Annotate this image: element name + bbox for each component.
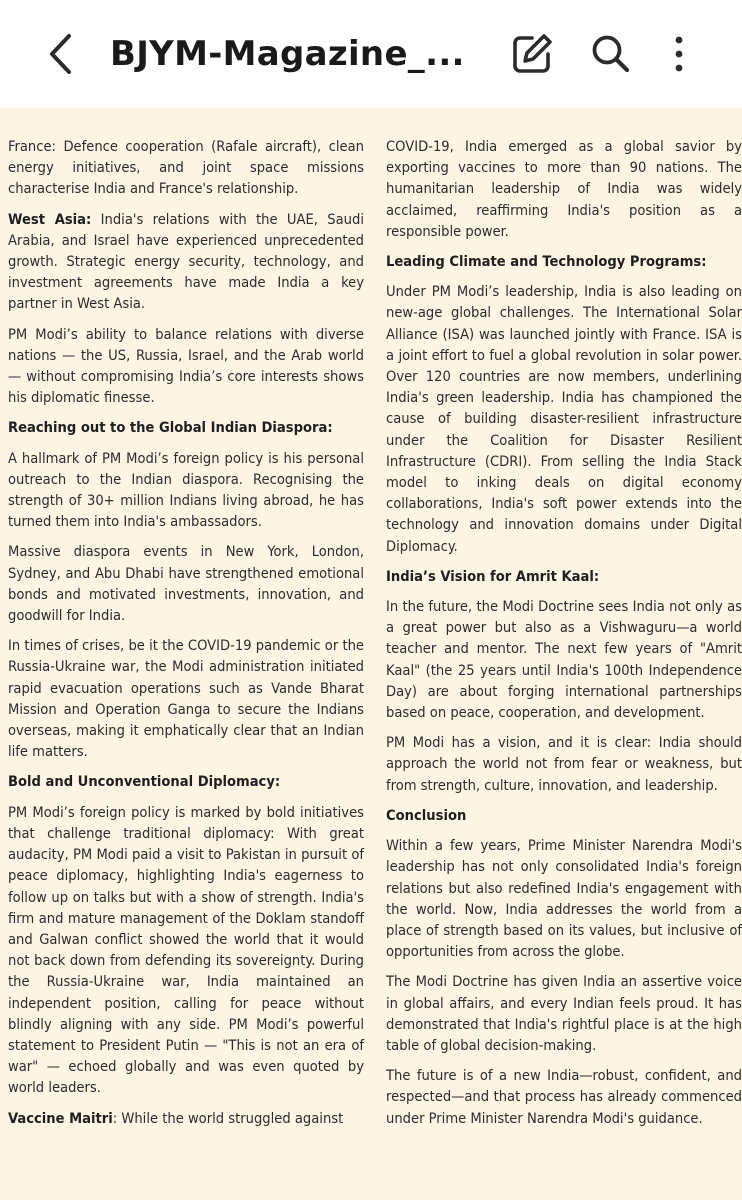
heading-climate-technology: Leading Climate and Technology Programs: <box>386 253 707 271</box>
text-west-asia: India's relations with the UAE, Saudi Arabia, and Israel have experienced unprecedented growth. Strategic energy security, technology, and investment agreements have made India a key partner in West Asia. <box>8 210 364 313</box>
edit-icon <box>506 28 558 80</box>
lead-vaccine-maitri: Vaccine Maitri <box>8 1109 113 1127</box>
more-vertical-icon <box>656 28 708 80</box>
paragraph-amrit-kaal: In the future, the Modi Doctrine sees India not only as a great power but also as a Vishwaguru—a world teacher and mentor. The next few years of "Amrit Kaal" (the 25 years until India's 100th Independence Day) are about forging international partnerships based on peace, cooperation, and development. <box>386 598 742 722</box>
paragraph-climate-technology: Under PM Modi’s leadership, India is also leading on new-age global challenges. The International Solar Alliance (ISA) was launched jointly with France. ISA is a joint effort to fuel a global revolution in solar power. Over 120 countries are now members, underlining India's green leadership. India has championed the cause of building disaster-resilient infrastructure under the Coalition for Disaster Resilient Infrastructure (CDRI). From selling the India Stack model to inking deals on digital economy collaborations, India's soft power extends into the technology and innovation domains under Digital Diplomacy. <box>386 283 742 555</box>
paragraph-west-asia <box>8 209 364 315</box>
left-column <box>8 136 364 1129</box>
right-column <box>386 136 742 1129</box>
document-title: BJYM-Magazine_... <box>110 34 465 74</box>
edit-button[interactable] <box>506 28 558 80</box>
app-toolbar <box>0 0 742 108</box>
text-vaccine-maitri: : While the world struggled against <box>112 1109 344 1127</box>
paragraph-diaspora-hallmark: A hallmark of PM Modi’s foreign policy is his personal outreach to the Indian diaspora. Recognising the strength of 30+ million Indians living abroad, he has turned them into India's ambassadors. <box>8 449 364 531</box>
paragraph-vaccine-maitri <box>8 1108 364 1129</box>
heading-bold-diplomacy: Bold and Unconventional Diplomacy: <box>8 773 281 791</box>
paragraph-vision: PM Modi has a vision, and it is clear: India should approach the world not from fear or weakness, but from strength, culture, innovation, and leadership. <box>386 734 742 794</box>
paragraph-conclusion-leadership: Within a few years, Prime Minister Narendra Modi's leadership has not only consolidated India's foreign relations but also redefined India's engagement with the world. Now, India addresses the world from a place of strength based on its values, but inclusive of opportunities from across the globe. <box>386 837 742 961</box>
heading-diaspora: Reaching out to the Global Indian Diaspora: <box>8 419 333 437</box>
paragraph-conclusion-future: The future is of a new India—robust, confident, and respected—and that process has already commenced under Prime Minister Narendra Modi's guidance. <box>386 1067 742 1127</box>
lead-west-asia: West Asia: <box>8 210 92 228</box>
back-arrow-icon <box>38 28 86 80</box>
paragraph-crises: In times of crises, be it the COVID-19 pandemic or the Russia-Ukraine war, the Modi administration initiated rapid evacuation operations such as Vande Bharat Mission and Operation Ganga to secure the Indians overseas, making it emphatically clear that an Indian life matters. <box>8 637 364 761</box>
paragraph-covid-vaccines: COVID-19, India emerged as a global savior by exporting vaccines to more than 90 nations. The humanitarian leadership of India was widely acclaimed, reaffirming India's position as a responsible power. <box>386 138 742 240</box>
paragraph-diaspora-events: Massive diaspora events in New York, London, Sydney, and Abu Dhabi have strengthened emotional bonds and motivated investments, innovation, and goodwill for India. <box>8 543 364 625</box>
paragraph-bold-diplomacy: PM Modi’s foreign policy is marked by bold initiatives that challenge traditional diplomacy: With great audacity, PM Modi paid a visit to Pakistan in pursuit of peace diplomacy, highlighting India's eagerness to follow up on talks but with a show of strength. India's firm and mature management of the Doklam standoff and Galwan conflict showed the world that it would not back down from defending its sovereignty. During the Russia-Ukraine war, India maintained an independent position, calling for peace without blindly aligning with any side. PM Modi’s powerful statement to President Putin — "This is not an era of war" — echoed globally and was even quoted by world leaders. <box>8 803 364 1097</box>
paragraph-balance-relations: PM Modi’s ability to balance relations with diverse nations — the US, Russia, Israel, and the Arab world — without compromising India’s core interests shows his diplomatic finesse. <box>8 325 364 407</box>
more-options-button[interactable] <box>656 28 708 80</box>
search-icon <box>584 28 636 80</box>
search-button[interactable] <box>584 28 636 80</box>
heading-conclusion: Conclusion <box>386 806 467 824</box>
paragraph-france: France: Defence cooperation (Rafale aircraft), clean energy initiatives, and joint space missions characterise India and France's relationship. <box>8 138 364 198</box>
heading-amrit-kaal: India’s Vision for Amrit Kaal: <box>386 567 600 585</box>
paragraph-conclusion-doctrine: The Modi Doctrine has given India an assertive voice in global affairs, and every Indian feels proud. It has demonstrated that India's rightful place is at the high table of global decision-making. <box>386 973 742 1054</box>
document-page[interactable] <box>0 108 742 1200</box>
back-button[interactable] <box>38 28 86 80</box>
